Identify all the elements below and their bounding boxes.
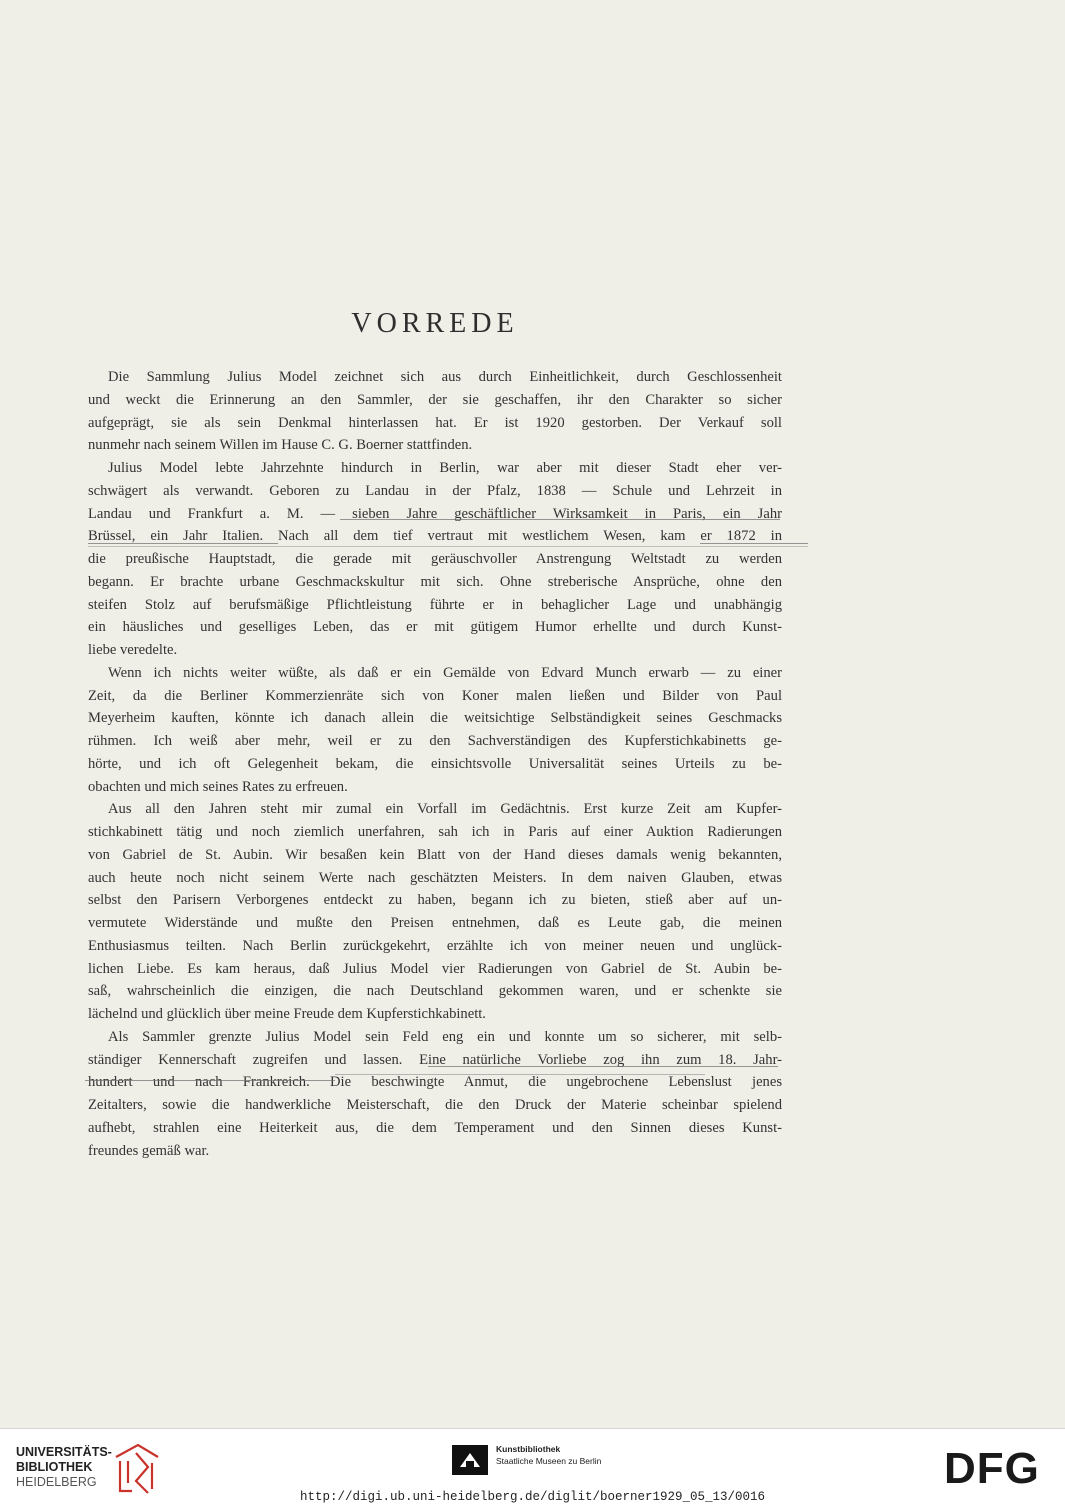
paragraph (88, 662, 782, 799)
university-seal-icon (108, 1443, 166, 1495)
pencil-underline (428, 1066, 778, 1067)
body-text (88, 366, 782, 1162)
university-library-logo (16, 1443, 156, 1495)
pencil-underline (340, 519, 780, 520)
pencil-underline (88, 546, 808, 547)
text-line: aufhebt, strahlen eine Heiterkeit aus, die dem Temperament und den Sinnen dieses Kunst- (88, 1119, 782, 1136)
page-title: VORREDE (351, 308, 519, 339)
text-line: stichkabinett tätig und noch ziemlich unerfahren, sah ich in Paris auf einer Auktion Radierungen (88, 824, 782, 840)
paragraph (88, 366, 782, 457)
text-line: selbst den Parisern Verborgenes entdeckt zu haben, begann ich zu bieten, stieß aber auf un- (88, 892, 782, 909)
text-line: Enthusiasmus teilten. Nach Berlin zurückgekehrt, erzählte ich von meiner neuen und unglück- (88, 937, 782, 954)
text-line: Zeit, da die Berliner Kommerzienräte sich von Koner malen ließen und Bilder von Paul (88, 687, 782, 704)
paragraph (88, 798, 782, 1026)
kunstbibliothek-name: Kunstbibliothek (496, 1444, 561, 1454)
kunstbibliothek-subtitle: Staatliche Museen zu Berlin (496, 1456, 602, 1466)
text-line: steifen Stolz auf berufsmäßige Pflichtleistung führte er in behaglicher Lage und unabhängig (88, 596, 782, 613)
text-line: obachten und mich seines Rates zu erfreuen. (88, 778, 348, 795)
text-line: freundes gemäß war. (88, 1142, 210, 1159)
permalink-url[interactable]: http://digi.ub.uni-heidelberg.de/diglit/boerner1929_05_13/0016 (299, 1490, 766, 1504)
text-line: schwägert als verwandt. Geboren zu Landau in der Pfalz, 1838 — Schule und Lehrzeit in (88, 482, 782, 499)
text-line: die preußische Hauptstadt, die gerade mit geräuschvoller Anstrengung Weltstadt zu werden (88, 551, 782, 567)
logo-line: BIBLIOTHEK (16, 1460, 93, 1474)
text-line: von Gabriel de St. Aubin. Wir besaßen kein Blatt von der Hand dieses damals wenig bekannten, (88, 846, 782, 863)
text-line: Brüssel, ein Jahr Italien. Nach all dem tief vertraut mit westlichem Wesen, kam er 1872 in (88, 528, 782, 545)
pencil-underline (85, 1080, 335, 1081)
pencil-underline (88, 543, 278, 544)
paragraph (88, 1026, 782, 1163)
text-line: begann. Er brachte urbane Geschmackskultur mit sich. Ohne streberische Ansprüche, ohne den (88, 573, 782, 590)
pencil-underline (335, 1074, 705, 1075)
text-line: auch heute noch nicht seinem Werte nach geschätzten Meisters. In dem naiven Glauben, etwas (88, 869, 782, 886)
text-line: lichen Liebe. Es kam heraus, daß Julius Model vier Radierungen von Gabriel de St. Aubin be- (88, 960, 782, 977)
text-line: Als Sammler grenzte Julius Model sein Feld eng ein und konnte um so sicherer, mit selb- (108, 1028, 782, 1045)
text-line: hörte, und ich oft Gelegenheit bekam, die einsichtsvolle Universalität seines Urteils zu be- (88, 755, 782, 772)
text-line: Wenn ich nichts weiter wüßte, als daß er ein Gemälde von Edvard Munch erwarb — zu einer (108, 664, 782, 681)
logo-line: UNIVERSITÄTS- (16, 1445, 112, 1459)
text-line: Landau und Frankfurt a. M. — sieben Jahre geschäftlicher Wirksamkeit in Paris, ein Jahr (88, 505, 782, 522)
text-line: rühmen. Ich weiß aber mehr, weil er zu den Sachverständigen des Kupferstichkabinetts ge- (88, 733, 782, 749)
text-line: aufgeprägt, sie als sein Denkmal hinterlassen hat. Er ist 1920 gestorben. Der Verkauf soll (88, 414, 782, 431)
pencil-underline (700, 543, 808, 544)
kunstbibliothek-logo (452, 1443, 652, 1483)
text-line: und weckt die Erinnerung an den Sammler, der sie geschaffen, ihr den Charakter so sicher (88, 391, 782, 408)
text-line: Julius Model lebte Jahrzehnte hindurch in Berlin, war aber mit dieser Stadt eher ver- (108, 460, 782, 476)
text-line: hundert und nach Frankreich. Die beschwingte Anmut, die ungebrochene Lebenslust jenes (88, 1074, 782, 1091)
text-line: Meyerheim kauften, könnte ich danach allein die weitsichtige Selbständigkeit seines Geschmacks (88, 710, 782, 727)
logo-line: HEIDELBERG (16, 1475, 97, 1489)
text-line: vermutete Widerstände und mußte den Preisen entnehmen, daß es Leute gab, die meinen (88, 915, 782, 931)
text-line: Aus all den Jahren steht mir zumal ein Vorfall im Gedächtnis. Erst kurze Zeit am Kupfer- (108, 801, 782, 818)
text-line: ein häusliches und geselliges Leben, das er mit gütigem Humor erhellte und durch Kunst- (88, 619, 782, 636)
footer (0, 1428, 1065, 1507)
text-line: Zeitalters, sowie die handwerkliche Meisterschaft, die den Druck der Materie scheinbar spielend (88, 1097, 782, 1113)
paragraph (88, 457, 782, 662)
text-line: nunmehr nach seinem Willen im Hause C. G. Boerner stattfinden. (88, 437, 473, 454)
text-line: lächelnd und glücklich über meine Freude dem Kupferstichkabinett. (88, 1006, 486, 1022)
text-line: ständiger Kennerschaft zugreifen und lassen. Eine natürliche Vorliebe zog ihn zum 18. Jahr- (88, 1051, 782, 1068)
text-line: Die Sammlung Julius Model zeichnet sich aus durch Einheitlichkeit, durch Geschlossenheit (108, 369, 782, 385)
text-line: liebe veredelte. (88, 642, 178, 658)
kunstbibliothek-mark-icon (452, 1445, 488, 1475)
dfg-logo: DFG (944, 1444, 1040, 1493)
text-line: saß, wahrscheinlich die einzigen, die nach Deutschland gekommen waren, und er schenkte sie (88, 983, 782, 1000)
